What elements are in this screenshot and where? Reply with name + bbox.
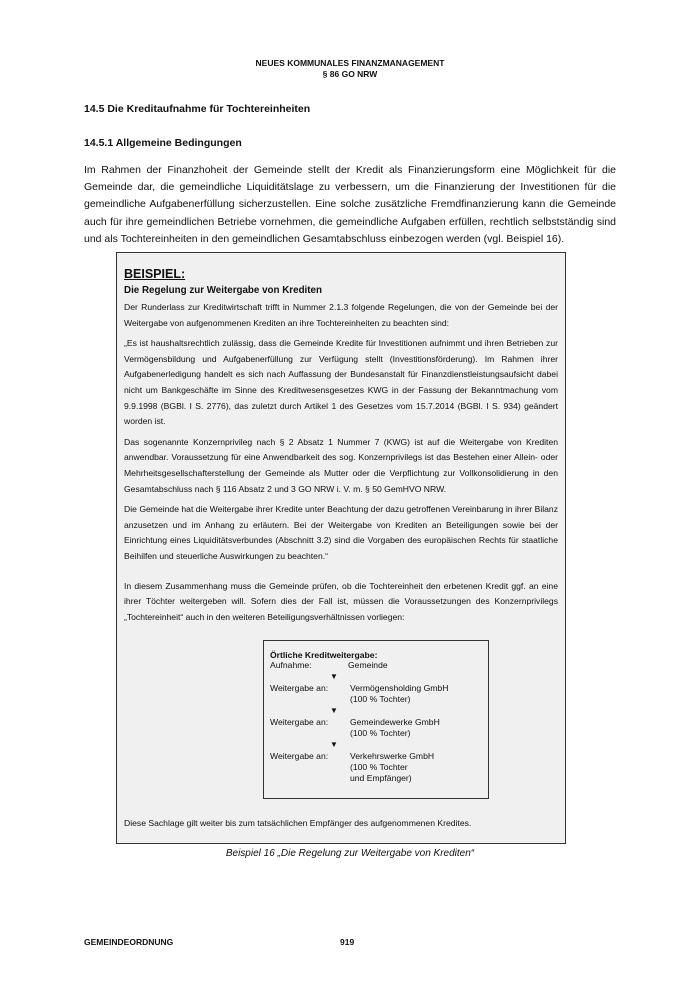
chain-row-value: Vermögensholding GmbH: [350, 683, 449, 693]
page-number: 919: [340, 937, 355, 947]
example-closing: Diese Sachlage gilt weiter bis zum tatsächlichen Empfänger des aufgenommenen Kredites.: [124, 818, 472, 828]
chain-row-value: Gemeindewerke GmbH: [350, 717, 440, 727]
subsection-title: 14.5.1 Allgemeine Bedingungen: [84, 137, 242, 149]
footer-title: GEMEINDEORDNUNG: [84, 937, 174, 947]
chain-row-value: (100 % Tochter): [350, 728, 411, 738]
example-paragraph: „Es ist haushaltsrechtlich zulässig, dass die Gemeinde Kredite für Investitionen aufnimmt und ihren Betrieben zur Vermögensbildung und Aufgabenerfüllung zur Verfügung stellt (Investitionsförderung). Im Rahmen ihrer Aufgabenerledigung handelt es sich nach Auffassung der Bundesanstalt für Finanzdienstleistungsaufsicht dabei nicht um Bankgeschäfte im Sinne des Kreditwesensgesetzes KWG in der Fassung der Bekanntmachung vom 9.9.1998 (BGBl. I S. 2776), das zuletzt durch Artikel 1 des Gesetzes vom 15.7.2014 (BGBl. I S. 934) geändert worden ist.: [124, 338, 558, 427]
arrow-down-icon: ▼: [330, 706, 338, 715]
example-paragraph: Die Gemeinde hat die Weitergabe ihrer Kredite unter Beachtung der dazu getroffenen Vereinbarung in ihrer Bilanz anzusetzen und im Anhang zu erläutern. Bei der Weitergabe von Krediten an Beteiligungen sowie bei der Einrichtung eines Liquiditätsverbundes (Abschnitt 3.2) sind die Vorgaben des europäischen Rechts für staatliche Beihilfen und steuerliche Auswirkungen zu beachten.“: [124, 504, 558, 561]
example-paragraph: Das sogenannte Konzernprivileg nach § 2 Absatz 1 Nummer 7 (KWG) ist auf die Weitergabe von Krediten anwendbar. Voraussetzung für eine Anwendbarkeit des sog. Konzernprivilegs ist das Bestehen einer Allein- oder Mehrheitsgesellschafterstellung der Gemeinde als Mutter oder die Verpflichtung zur Vollkonsolidierung in den Gesamtabschluss nach § 116 Absatz 2 und 3 GO NRW i. V. m. § 50 GemHVO NRW.: [124, 436, 558, 494]
credit-chain-diagram: [263, 640, 489, 799]
arrow-down-icon: ▼: [330, 672, 338, 681]
example-paragraph: Der Runderlass zur Kreditwirtschaft trifft in Nummer 2.1.3 folgende Regelungen, die von der Gemeinde bei der Weitergabe von aufgenommenen Krediten an ihre Tochtereinheiten zu beachten sind:: [124, 302, 558, 328]
example-label: BEISPIEL:: [124, 267, 186, 281]
section-title: 14.5 Die Kreditaufnahme für Tochtereinheiten: [84, 103, 311, 115]
page-header: [0, 58, 700, 80]
chain-row-label: Weitergabe an:: [270, 751, 329, 761]
intro-paragraph: Im Rahmen der Finanzhoheit der Gemeinde stellt der Kredit als Finanzierungsform eine Möglichkeit für die Gemeinde dar, die gemeindliche Liquiditätslage zu verbessern, um die Finanzierung der Investitionen für die gemeindliche Aufgabenerfüllung sicherzustellen. Eine solche zusätzliche Fremdfinanzierung kann die Gemeinde auch für ihre gemeindlichen Betriebe vornehmen, die gemeindliche Aufgaben erfüllen, rechtlich selbstständig sind und als Tochtereinheiten in den gemeindlichen Gesamtabschluss einbezogen werden (vgl. Beispiel 16).: [84, 164, 616, 245]
chain-row-value: (100 % Tochter: [350, 762, 408, 772]
arrow-down-icon: ▼: [330, 740, 338, 749]
chain-row-label: Weitergabe an:: [270, 683, 329, 693]
header-title: NEUES KOMMUNALES FINANZMANAGEMENT: [255, 58, 445, 68]
example-box: [116, 252, 566, 844]
chain-row-label: Weitergabe an:: [270, 717, 329, 727]
chain-row-value: (100 % Tochter): [350, 694, 411, 704]
example-title: Die Regelung zur Weitergabe von Krediten: [124, 285, 322, 296]
chain-row-value: Gemeinde: [348, 660, 388, 670]
chain-row-value: Verkehrswerke GmbH: [350, 751, 435, 761]
chain-row-label: Aufnahme:: [270, 660, 312, 670]
example-paragraph: In diesem Zusammenhang muss die Gemeinde prüfen, ob die Tochtereinheit den erbetenen Kredit ggf. an eine ihrer Töchter weitergeben will. Sofern dies der Fall ist, müssen die Voraussetzungen des Konzernprivilegs „Tochtereinheit“ auch in den weiteren Beteiligungsverhältnissen vorliegen:: [124, 580, 558, 622]
figure-caption: Beispiel 16 „Die Regelung zur Weitergabe von Krediten“: [225, 848, 475, 859]
chain-title: Örtliche Kreditweitergabe:: [270, 650, 378, 660]
chain-row-value: und Empfänger): [350, 773, 412, 783]
header-paragraph-ref: § 86 GO NRW: [322, 69, 378, 79]
